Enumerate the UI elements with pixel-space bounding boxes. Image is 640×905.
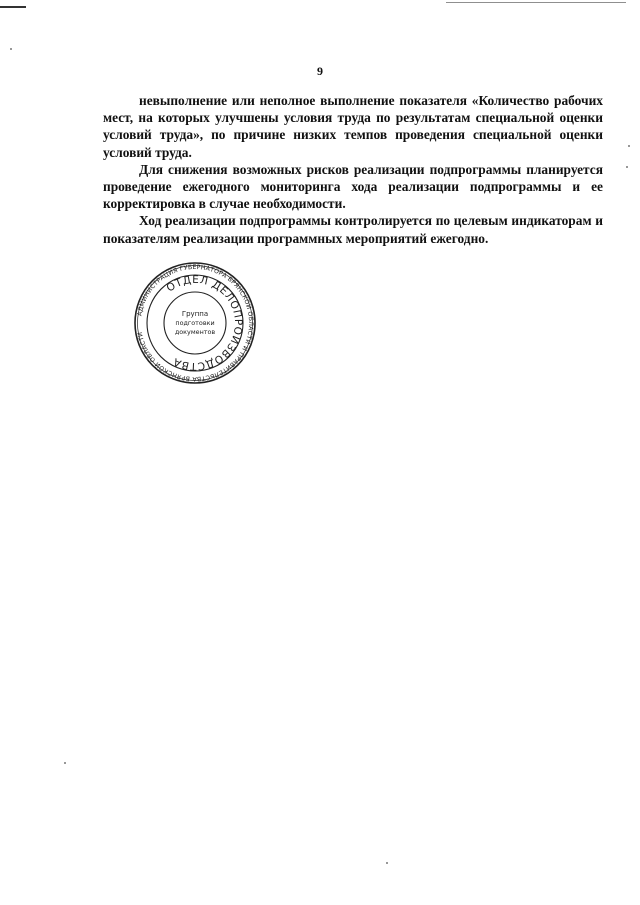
paragraph: Ход реализации подпрограммы контролируется по целевым индикаторам и показателям реализации программных мероприятий ежегодно. — [103, 213, 603, 246]
scan-speck — [626, 166, 628, 168]
stamp-center-line: Группа — [181, 310, 209, 318]
scan-speck — [628, 145, 630, 147]
scan-speck — [10, 48, 12, 50]
scan-speck — [386, 862, 388, 864]
stamp-center-line: документов — [174, 328, 216, 336]
stamp-graphic — [133, 261, 257, 385]
body-text — [103, 92, 603, 247]
paragraph: невыполнение или неполное выполнение показателя «Количество рабочих мест, на которых улучшены условия труда по результатам специальной оценки условий труда», по причине низких темпов проведения специальной оценки условий труда. — [103, 93, 603, 160]
page-number: 9 — [317, 64, 323, 78]
stamp-middle-text: ОТДЕЛ ДЕЛОПРОИЗВОДСТВА — [164, 273, 245, 373]
scan-speck — [64, 762, 66, 764]
scan-artifact-line — [0, 6, 26, 8]
scan-artifact-line — [446, 2, 626, 3]
stamp-center-line: подготовки — [175, 319, 215, 327]
office-stamp — [133, 261, 257, 385]
stamp-outer-text: АДМИНИСТРАЦИЯ ГУБЕРНАТОРА БРЯНСКОЙ ОБЛАСТИ И ПРАВИТЕЛЬСТВА БРЯНСКОЙ ОБЛАСТИ — [136, 263, 255, 383]
paragraph: Для снижения возможных рисков реализации подпрограммы планируется проведение ежегодного мониторинга хода реализации подпрограммы и ее корректировка в случае необходимости. — [103, 161, 603, 212]
